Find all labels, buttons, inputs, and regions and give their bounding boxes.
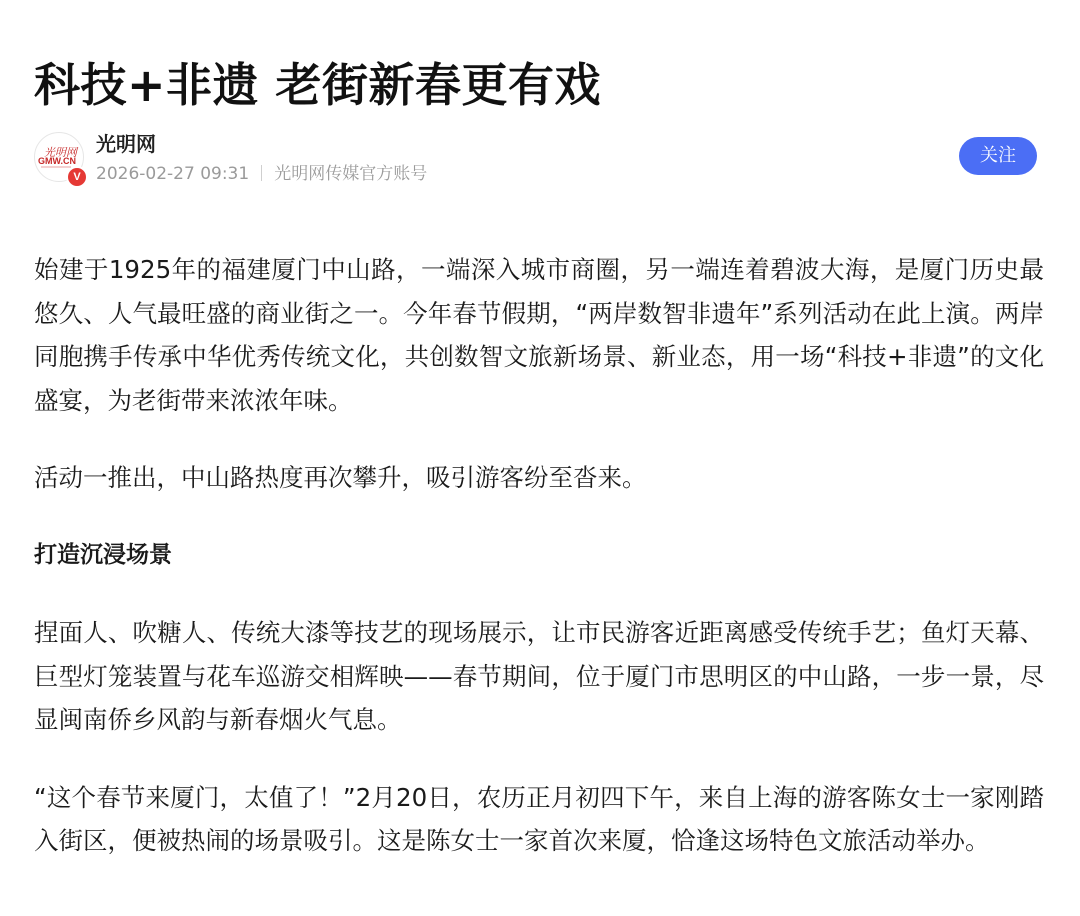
author-name[interactable]: 光明网 [96, 132, 156, 156]
author-row [34, 130, 1044, 186]
paragraph-4: “这个春节来厦门，太值了！”2月20日，农历正月初四下午，来自上海的游客陈女士一家刚踏入街区，便被热闹的场景吸引。这是陈女士一家首次来厦，恰逢这场特色文旅活动举办。 [34, 782, 1044, 855]
paragraph-2: 活动一推出，中山路热度再次攀升，吸引游客纷至沓来。 [34, 463, 647, 492]
paragraph-3: 捏面人、吹糖人、传统大漆等技艺的现场展示，让市民游客近距离感受传统手艺；鱼灯天幕、巨型灯笼装置与花车巡游交相辉映——春节期间，位于厦门市思明区的中山路，一步一景，尽显闽南侨乡风韵与新春烟火气息。 [34, 618, 1044, 734]
paragraph-1: 始建于1925年的福建厦门中山路，一端深入城市商圈，另一端连着碧波大海，是厦门历史最悠久、人气最旺盛的商业街之一。今年春节假期，“两岸数智非遗年”系列活动在此上演。两岸同胞携手传承中华优秀传统文化，共创数智文旅新场景、新业态，用一场“科技+非遗”的文化盛宴，为老街带来浓浓年味。 [34, 255, 1044, 415]
publish-date: 2026-02-27 09:31 [96, 164, 250, 184]
follow-button[interactable]: 关注 [959, 137, 1037, 175]
article-body [34, 248, 1044, 897]
author-avatar[interactable] [34, 132, 84, 182]
author-meta [96, 162, 427, 186]
verified-badge-icon: V [66, 166, 88, 188]
account-description: 光明网传媒官方账号 [274, 164, 428, 184]
article-title: 科技+非遗 老街新春更有戏 [34, 57, 602, 112]
logo-sub: GMW.CN [38, 156, 76, 166]
section-heading: 打造沉浸场景 [34, 541, 172, 568]
meta-divider [261, 165, 262, 181]
logo-text: 光明网 [44, 147, 77, 159]
